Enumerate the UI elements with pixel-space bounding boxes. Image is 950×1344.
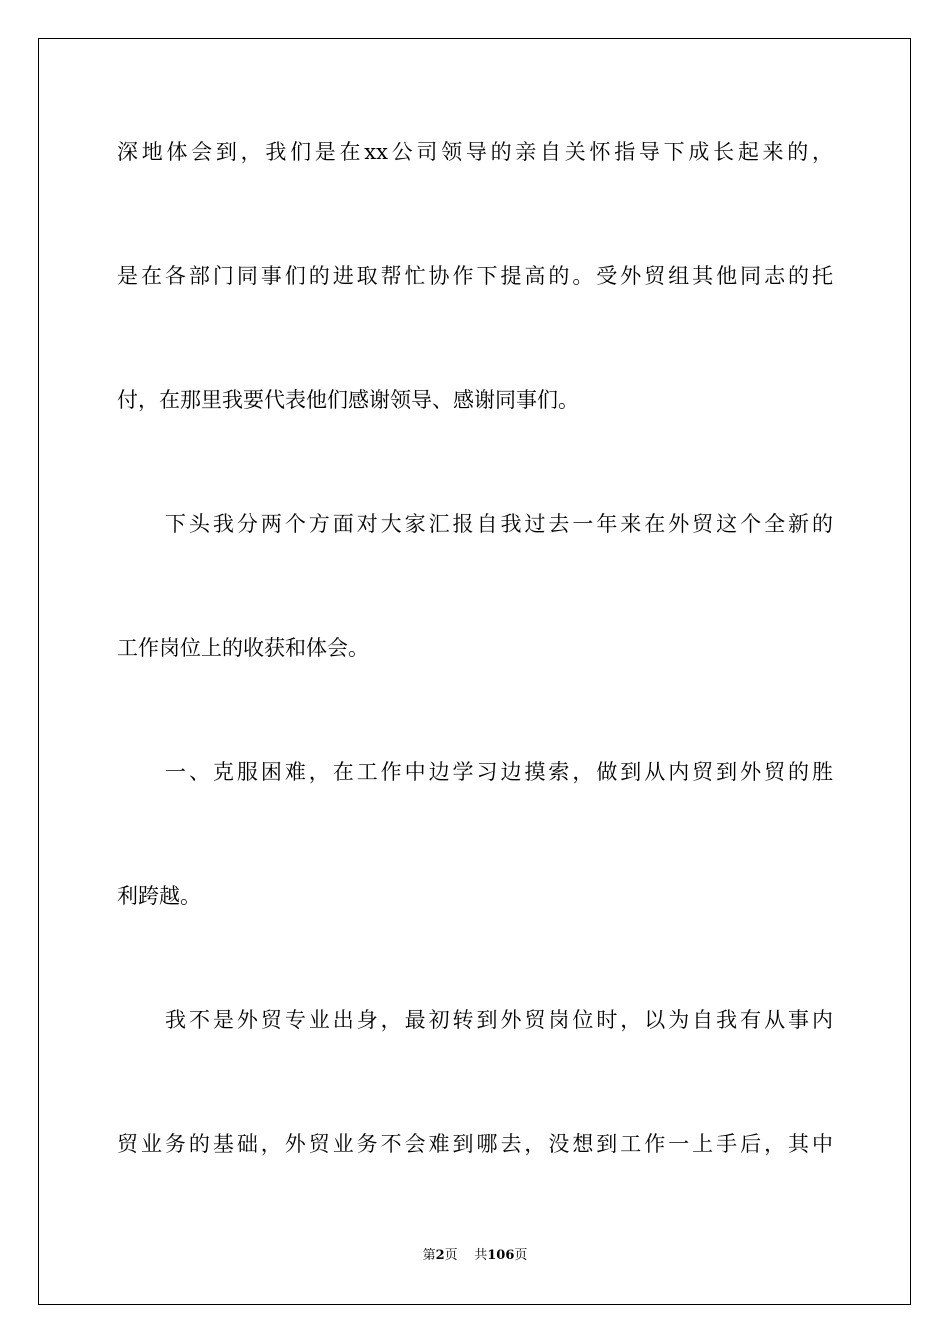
body-line-2: 是在各部门同事们的进取帮忙协作下提高的。受外贸组其他同志的托 — [117, 264, 833, 288]
section-heading-1-cont: 利跨越。 — [117, 884, 201, 908]
total-suffix: 页 — [514, 1248, 528, 1263]
page-suffix: 页 — [444, 1248, 458, 1263]
body-line-5: 工作岗位上的收获和体会。 — [117, 636, 369, 660]
total-prefix: 共 — [474, 1248, 488, 1263]
page-frame — [38, 38, 911, 1305]
body-line-8: 我不是外贸专业出身，最初转到外贸岗位时，以为自我有从事内 — [165, 1008, 833, 1032]
page-footer — [0, 1247, 950, 1265]
body-line-9: 贸业务的基础，外贸业务不会难到哪去，没想到工作一上手后，其中 — [117, 1132, 833, 1156]
page-number: 2 — [435, 1248, 445, 1263]
body-line-4: 下头我分两个方面对大家汇报自我过去一年来在外贸这个全新的 — [165, 512, 833, 536]
page-prefix: 第 — [422, 1248, 436, 1263]
total-pages: 106 — [487, 1248, 515, 1263]
body-line-3: 付，在那里我要代表他们感谢领导、感谢同事们。 — [117, 388, 579, 412]
body-line-1: 深地体会到，我们是在xx公司领导的亲自关怀指导下成长起来的， — [117, 140, 833, 164]
section-heading-1: 一、克服困难，在工作中边学习边摸索，做到从内贸到外贸的胜 — [165, 760, 833, 784]
